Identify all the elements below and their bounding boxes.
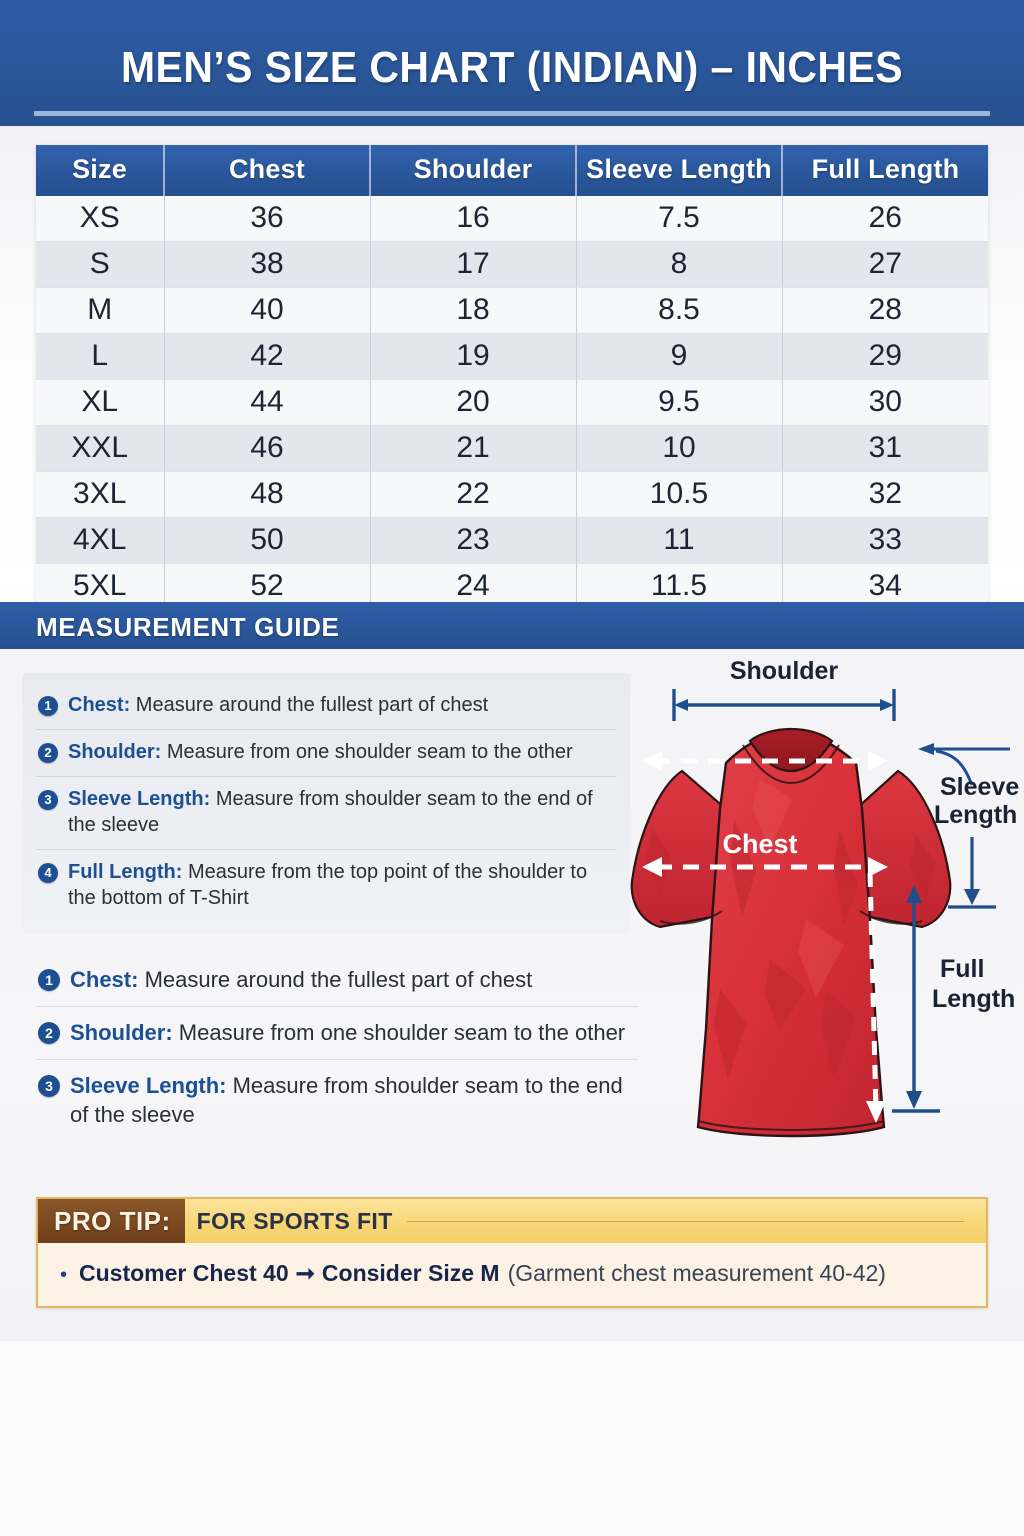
cell-value: 22 [370,472,576,518]
measurement-secondary-label: Chest: [70,967,139,992]
measurement-list-secondary [22,944,652,1153]
cell-value: 44 [164,380,370,426]
cell-value: 42 [164,334,370,380]
step-number-badge: 2 [38,743,58,763]
cell-value: 28 [782,288,988,334]
cell-value: 23 [370,518,576,564]
measurement-secondary-text: Chest: Measure around the fullest part of chest [70,967,533,992]
page-title-bar [0,0,1024,126]
step-number-badge: 4 [38,863,58,883]
bottom-blank-area [0,1341,1024,1536]
cell-size: 5XL [36,564,164,610]
measurement-primary-label: Full Length: [68,861,183,883]
step-number-badge: 3 [38,790,58,810]
column-header-sleeve-length: Sleeve Length [576,145,782,196]
cell-size: 3XL [36,472,164,518]
measurement-secondary-text: Shoulder: Measure from one shoulder seam to the other [70,1020,626,1045]
cell-value: 7.5 [576,196,782,242]
pro-tip-after-arrow: Consider Size M [321,1260,500,1286]
column-header-full-length: Full Length [782,145,988,196]
table-body [36,196,988,609]
step-number-badge: 3 [38,1075,60,1097]
cell-value: 9 [576,334,782,380]
cell-value: 8.5 [576,288,782,334]
table-row [36,288,988,334]
cell-value: 27 [782,242,988,288]
table-row [36,242,988,288]
sleeve-length-label-line2: Length [934,801,1018,829]
size-table-section [0,126,1024,602]
cell-value: 18 [370,288,576,334]
page-title: MEN’S SIZE CHART (INDIAN) – INCHES [121,43,903,92]
measurement-primary-label: Chest: [68,694,131,716]
cell-size: M [36,288,164,334]
shoulder-measure-arrow [674,689,894,721]
cell-size: XL [36,380,164,426]
cell-size: S [36,242,164,288]
tshirt-graphic [632,729,951,1136]
measurement-secondary-label: Shoulder: [70,1020,173,1045]
measurement-primary-text: Shoulder: Measure from one shoulder seam to the other [68,741,573,763]
cell-value: 34 [782,564,988,610]
pro-tip-bullet-line [60,1260,968,1287]
cell-size: 4XL [36,518,164,564]
table-row [36,196,988,242]
cell-value: 31 [782,426,988,472]
cell-value: 16 [370,196,576,242]
table-row [36,380,988,426]
cell-value: 19 [370,334,576,380]
pro-tip-header [38,1199,986,1243]
measurement-secondary-text: Sleeve Length: Measure from shoulder seam to the end of the sleeve [70,1073,623,1127]
measurement-primary-text: Full Length: Measure from the top point of the shoulder to the bottom of T-Shirt [68,861,588,909]
cell-value: 10 [576,426,782,472]
cell-value: 11.5 [576,564,782,610]
pro-tip-label: PRO TIP: [38,1199,185,1243]
measurement-secondary-item [36,1060,638,1141]
column-header-shoulder: Shoulder [370,145,576,196]
size-chart-table [36,145,988,609]
pro-tip-note: (Garment chest measurement 40-42) [507,1260,886,1286]
full-length-label-line2: Length [932,985,1016,1013]
cell-value: 10.5 [576,472,782,518]
cell-value: 21 [370,426,576,472]
cell-value: 11 [576,518,782,564]
pro-tip-hairline [407,1221,964,1222]
tshirt-measurement-diagram [630,659,1024,1179]
cell-value: 50 [164,518,370,564]
column-header-chest: Chest [164,145,370,196]
cell-value: 9.5 [576,380,782,426]
right-arrow-icon: ➞ [295,1260,315,1286]
cell-value: 33 [782,518,988,564]
cell-size: L [36,334,164,380]
chest-label: Chest [722,829,798,859]
cell-value: 26 [782,196,988,242]
measurement-secondary-item [36,1007,638,1060]
table-row [36,426,988,472]
measurement-primary-item [36,730,616,777]
measurement-primary-text: Chest: Measure around the fullest part of chest [68,694,489,716]
sleeve-length-label-line1: Sleeve [940,773,1020,801]
measurement-primary-label: Sleeve Length: [68,788,211,810]
table-row [36,472,988,518]
cell-value: 48 [164,472,370,518]
cell-value: 8 [576,242,782,288]
measurement-primary-item [36,777,616,850]
table-row [36,334,988,380]
bullet-icon: • [60,1264,68,1286]
cell-size: XXL [36,426,164,472]
measurement-primary-item [36,683,616,730]
cell-value: 30 [782,380,988,426]
table-header-row [36,145,988,196]
cell-size: XS [36,196,164,242]
shoulder-label: Shoulder [729,659,839,685]
pro-tip-box [36,1197,988,1308]
cell-value: 17 [370,242,576,288]
step-number-badge: 1 [38,696,58,716]
cell-value: 29 [782,334,988,380]
title-underline-rule [34,111,990,116]
cell-value: 52 [164,564,370,610]
measurement-secondary-label: Sleeve Length: [70,1073,227,1098]
table-header [36,145,988,196]
table-row [36,518,988,564]
measurement-guide-title: MEASUREMENT GUIDE [36,612,340,642]
cell-value: 32 [782,472,988,518]
pro-tip-before-arrow: Customer Chest 40 [79,1260,289,1286]
measurement-guide-banner [0,602,1024,649]
pro-tip-body [38,1243,986,1306]
step-number-badge: 1 [38,969,60,991]
measurement-list-primary [22,673,630,934]
measurement-primary-label: Shoulder: [68,741,162,763]
measurement-secondary-item [36,954,638,1007]
measurement-primary-item [36,850,616,922]
pro-tip-subtitle: FOR SPORTS FIT [196,1207,393,1234]
step-number-badge: 2 [38,1022,60,1044]
full-length-label-line1: Full [940,955,985,983]
cell-value: 24 [370,564,576,610]
cell-value: 20 [370,380,576,426]
cell-value: 46 [164,426,370,472]
measurement-primary-text: Sleeve Length: Measure from shoulder seam to the end of the sleeve [68,788,593,836]
cell-value: 38 [164,242,370,288]
cell-value: 36 [164,196,370,242]
column-header-size: Size [36,145,164,196]
cell-value: 40 [164,288,370,334]
